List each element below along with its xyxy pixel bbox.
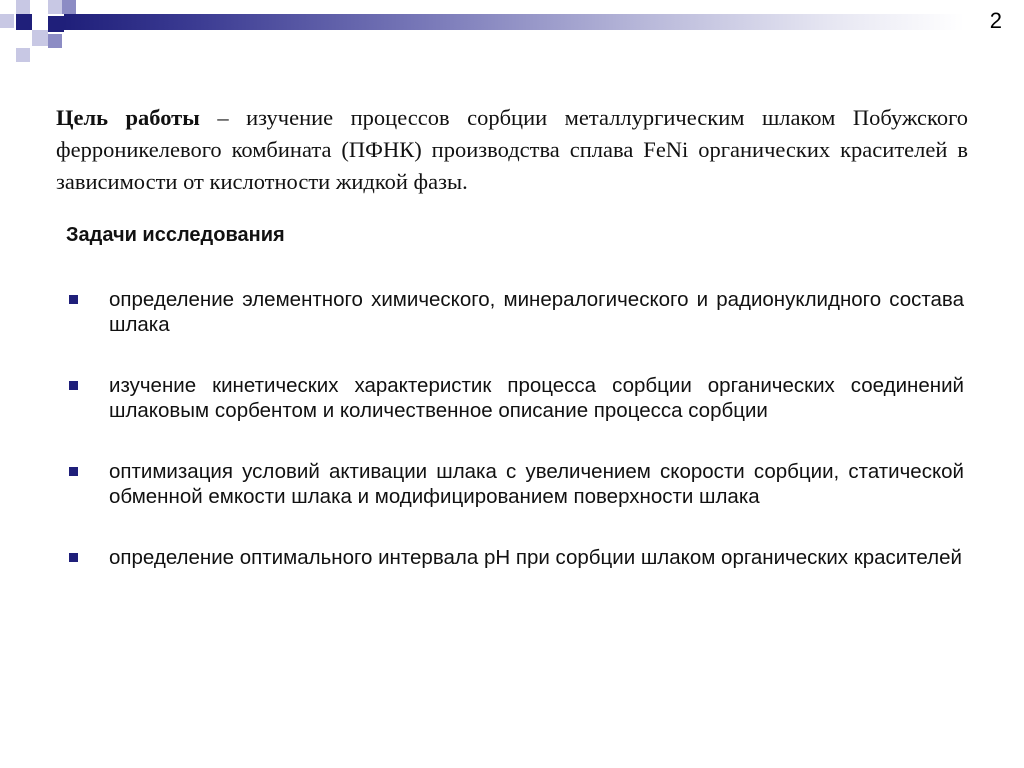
goal-label: Цель работы: [56, 104, 200, 130]
goal-text: – изучение процессов сорбции металлургическим шлаком Побужского ферроникелевого комбината (ПФНК) производства сплава FeNi органических красителей в зависимости от кислотности жидкой фазы.: [56, 104, 968, 194]
header-gradient-bar: [64, 14, 964, 30]
task-list: [66, 287, 964, 570]
corner-square: [16, 48, 30, 62]
goal-paragraph: [56, 102, 968, 198]
corner-square: [16, 0, 30, 14]
corner-square: [32, 30, 48, 46]
task-item-text: определение элементного химического, минералогического и радионуклидного состава шлака: [109, 288, 964, 336]
task-item: [66, 373, 964, 423]
tasks-heading: Задачи исследования: [66, 224, 285, 246]
corner-square: [0, 14, 14, 28]
task-item-text: изучение кинетических характеристик процесса сорбции органических соединений шлаковым сорбентом и количественное описание процесса сорбции: [109, 374, 964, 422]
corner-square: [16, 14, 32, 30]
slide-number: 2: [989, 8, 1002, 33]
square-bullet-icon: [69, 467, 78, 476]
task-item-text: оптимизация условий активации шлака с увеличением скорости сорбции, статической обменной емкости шлака и модифицированием поверхности шлака: [109, 460, 964, 508]
task-item: [66, 459, 964, 509]
square-bullet-icon: [69, 295, 78, 304]
task-item: [66, 287, 964, 337]
corner-decoration: [0, 0, 80, 64]
corner-square: [48, 34, 62, 48]
square-bullet-icon: [69, 553, 78, 562]
task-item: [66, 545, 964, 570]
corner-square: [62, 0, 76, 14]
corner-square: [48, 16, 64, 32]
corner-square: [48, 0, 62, 14]
task-item-text: определение оптимального интервала pH при сорбции шлаком органических красителей: [109, 546, 962, 569]
square-bullet-icon: [69, 381, 78, 390]
